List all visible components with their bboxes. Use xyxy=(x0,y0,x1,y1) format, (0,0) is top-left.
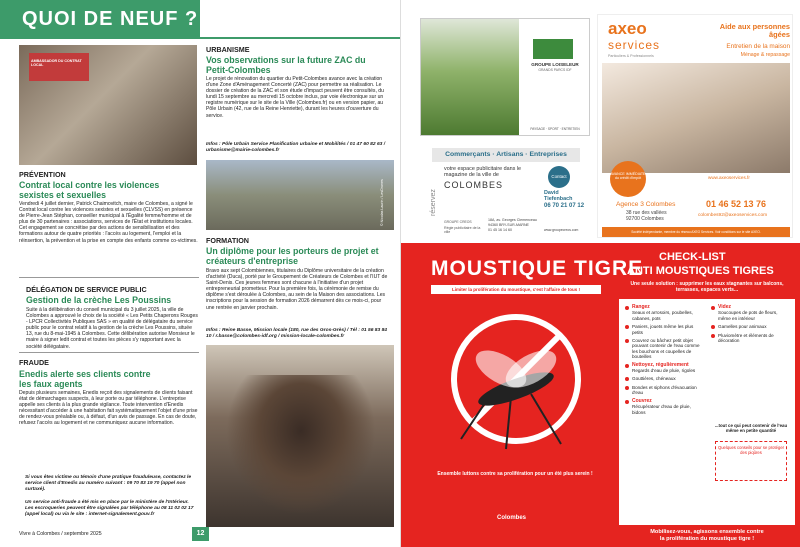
tiger-slogan: Limiter la prolifération du moustique, c'est l'affaire de tous ! xyxy=(431,285,601,294)
check-item xyxy=(625,305,705,321)
check-text: Soucoupes de pots de fleurs, même en intérieur xyxy=(718,310,778,321)
check-col-2 xyxy=(711,305,791,346)
bullet-icon xyxy=(625,400,629,404)
right-page xyxy=(400,0,800,547)
check-tip: ...tout ce qui peut contenir de l'eau même en petite quantité xyxy=(714,423,788,433)
check-head: Rangez xyxy=(632,304,650,310)
axeo-logo: axeo xyxy=(608,19,647,38)
axeo-site: www.axeoservices.fr xyxy=(708,175,750,180)
loiseleur-footer: PAYSAGE · SPORT · ENTRETIEN xyxy=(530,127,580,131)
espace-addr2: 94360 BRY-SUR-MARNE xyxy=(488,223,529,227)
fraude-note-2: Un service anti-fraude a été mis en place par le ministère de l'Intérieur. Les escroqueries peuvent être signalées par téléphone au 08 11 02 02 17 (appel local) ou via le site : internet-signalement.gouv.fr xyxy=(25,500,194,517)
graduates-group xyxy=(226,375,376,515)
espace-headline: votre espace publicitaire dans le magazine de la ville de xyxy=(444,166,522,179)
axeo-badge: AVANCE IMMÉDIATE du crédit d'impôt xyxy=(610,161,646,197)
urbanisme-info: Infos : Pôle Urbain Service Planification urbaine et Mobilités / 01 47 60 82 63 / urbanisme@mairie-colombes.fr xyxy=(206,142,386,153)
check-head: Couvrez xyxy=(632,397,652,404)
axeo-email: colombes92@axeoservices.com xyxy=(698,213,768,218)
photo-credit: © Nicolas Laurin / LesDrones xyxy=(380,179,384,226)
contact-badge: Contact xyxy=(548,166,570,188)
check-card xyxy=(619,299,795,525)
fraude-note-1: Si vous êtes victime ou témoin d'une pratique frauduleuse, contactez le service client d'Enedis au numéro suivant : 09 70 83 19 70 (appel non surtaxé). xyxy=(25,475,192,492)
axeo-legal: Société indépendante, membre du réseau AXEO Services. Voir conditions sur le site AXEO. xyxy=(602,227,790,237)
photo-caption: AMBASSADOR DU CONTRAT LOCAL xyxy=(31,59,82,68)
urbanisme-section: URBANISME xyxy=(206,45,250,54)
formation-body: Bravo aux sept Colombiennes, titulaires du Diplôme universitaire de la création d'activité (Duca), porté par le Groupement de Créateurs de Colombes et l'IUT de Saint-Denis. Ces jeunes femmes sont chacune à l'initiative d'un projet entrepreneurial prometteur. Pour la première fois, la cérémonie de remise du diplôme s'est déroulée à Colombes, au sein de la Maison des associations. Les inscriptions pour la session de formation 2026 démarrent dès ce mois-ci, pour une rentrée en janvier prochain. xyxy=(206,268,388,311)
bottom-line-2: la prolifération du moustique tigre ! xyxy=(659,536,755,542)
park-photo xyxy=(421,19,519,135)
axeo-tagline: Particuliers & Professionnels xyxy=(608,54,654,58)
creos-logo: GROUPE CREOS xyxy=(444,220,472,224)
contact-name: David Tiefenbach xyxy=(544,190,573,202)
check-text: Regards d'eau de pluie, rigoles xyxy=(632,368,696,374)
signing-photo xyxy=(19,45,197,165)
bullet-icon xyxy=(625,377,629,381)
footer-text: Vivre à Colombes / septembre 2025 xyxy=(19,531,102,537)
check-col-1 xyxy=(625,305,705,418)
axeo-headline-3: Ménage & repassage xyxy=(740,52,790,58)
check-item xyxy=(625,363,705,374)
axeo-phone: 01 46 52 13 76 xyxy=(706,199,767,209)
check-lead: Une seule solution : supprimer les eaux stagnantes sur balcons, terrasses, espaces verts... xyxy=(630,281,784,293)
formation-info: Infos : Reine Basse, Mission locale (180, rue des Gros-Grès) / Tél : 01 56 83 84 10 / r.basse@colombes-idf.org / mission-locale-colombes.fr xyxy=(206,328,388,339)
check-item xyxy=(711,333,791,344)
divider xyxy=(19,352,199,353)
espace-agency: Régie publicitaire de la ville xyxy=(444,226,481,234)
check-item xyxy=(625,385,705,396)
colombes-logo: Colombes xyxy=(497,515,527,521)
check-text: Paniers, jouets même les plus petits xyxy=(632,324,694,335)
check-item xyxy=(625,376,705,381)
loiseleur-ad xyxy=(420,18,590,136)
delegation-section: DÉLÉGATION DE SERVICE PUBLIC xyxy=(26,285,147,294)
check-item xyxy=(625,324,705,335)
tiger-panel xyxy=(401,243,800,547)
bullet-icon xyxy=(625,386,629,390)
loiseleur-logo xyxy=(533,39,573,59)
espace-site: www.groupecreos.com xyxy=(544,228,579,232)
urbanisme-title: Vos observations sur la future ZAC du Petit-Colombes xyxy=(206,55,366,75)
check-item xyxy=(711,324,791,329)
fraude-section: FRAUDE xyxy=(19,358,49,367)
aerial-photo xyxy=(206,160,394,230)
bullet-icon xyxy=(711,325,715,329)
tiger-title: MOUSTIQUE TIGRE xyxy=(431,257,644,280)
bullet-icon xyxy=(625,325,629,329)
espace-addr3: 01 45 16 14 60 xyxy=(488,228,512,232)
tiger-cta: Ensemble luttons contre sa prolifération pour un été plus serein ! xyxy=(437,471,593,477)
prevention-section: PRÉVENTION xyxy=(19,170,66,179)
header-rule xyxy=(200,37,400,39)
axeo-photo xyxy=(602,63,790,173)
check-text: Gamelles pour animaux xyxy=(718,324,767,330)
check-box: Quelques conseils pour se protéger des piqûres xyxy=(715,441,787,481)
check-head: Nettoyez, régulièrement xyxy=(632,361,689,368)
check-text: Couvrez ou bâchez petit objet pouvant contenir de l'eau comme les bouchons et coupelles de bouteilles xyxy=(632,338,700,360)
bullet-icon xyxy=(711,334,715,338)
bullet-icon xyxy=(625,306,629,310)
check-text: Récupérateur d'eau de pluie, bidons xyxy=(632,404,691,415)
loiseleur-brand: GROUPE LOISELEUR xyxy=(531,62,579,67)
section-header: QUOI DE NEUF ? xyxy=(0,0,200,39)
espace-banner: Commerçants · Artisans · Entreprises xyxy=(432,148,580,162)
check-title-1: CHECK-LIST xyxy=(659,251,726,263)
prevention-body: Vendredi 4 juillet dernier, Patrick Chaimovitch, maire de Colombes, a signé le Contrat local contre les violences sexistes et sexuelles (CLVSS) en présence de Pierre-Jean Stéphan, conseiller municipal à l'Égalité femme/homme et de plus de 30 partenaires : associations, services de l'État et institutions locales. Cet engagement se concrétise par des actions de sensibilisation et des formations autour de quatre priorités : l'accès au logement, l'emploi et la réinsertion, la prévention et la prise en compte des enfants comme co-victimes. xyxy=(19,201,198,244)
axeo-address-2: 92700 Colombes xyxy=(626,216,664,222)
axeo-headline-1: Aide aux personnes âgées xyxy=(719,22,790,40)
axeo-logo-services: services xyxy=(608,38,661,52)
bullet-icon xyxy=(625,364,629,368)
fraude-title: Enedis alerte ses clients contre les faux agents xyxy=(19,369,151,389)
check-item xyxy=(625,399,705,415)
espace-city: COLOMBES xyxy=(444,180,504,190)
espace-vertical: réservez xyxy=(430,189,437,216)
loiseleur-sub: GRANDS PARCS IDF xyxy=(538,68,572,72)
espace-addr1: 18A, av. Georges Clemenceau xyxy=(488,218,537,222)
divider xyxy=(19,277,199,278)
check-text: Gouttières, chéneaux xyxy=(632,376,676,382)
page-number: 12 xyxy=(192,527,209,541)
axeo-ad xyxy=(597,14,793,238)
formation-title: Un diplôme pour les porteurs de projet et créateurs d'entreprise xyxy=(206,246,379,266)
check-item xyxy=(711,305,791,321)
mosquito-illustration xyxy=(421,299,611,469)
bullet-icon xyxy=(711,306,715,310)
check-text: Pluviomètre et éléments de décoration xyxy=(718,332,774,344)
graduates-photo xyxy=(206,345,394,527)
bottom-line-1: Mobilisez-vous, agissons ensemble contre xyxy=(650,529,764,535)
prevention-title: Contrat local contre les violences sexistes et sexuelles xyxy=(19,180,160,200)
axeo-agency: Agence 3 Colombes xyxy=(616,201,676,208)
fraude-body: Depuis plusieurs semaines, Enedis reçoit des signalements de clients faisant état de démarchages suspects, à leur porte ou par téléphone. L'entreprise appelle ses clients à la plus grande vigilance. Toute intervention d'Enedis nécessitant d'accéder à une habitation fait systématiquement l'objet d'une prise de rendez-vous préalable ou, à défaut, d'un avis de passage. En cas de doute, refusez l'accès au logement et ne communiquez aucune information. xyxy=(19,390,198,427)
urbanisme-body: Le projet de rénovation du quartier du Petit-Colombes avance avec la création d'une Zone d'Aménagement Concerté (ZAC) pour permettre sa réalisation. Le dossier de création de la ZAC et son étude d'impact peuvent être consultés, du lundi 15 septembre au mercredi 15 octobre inclus, par voie électronique sur un registre numérique sur le site de la Ville (Colombes.fr) ou en version papier, au Pôle Urbain (42, rue de la Reine Henriette), durant les heures d'ouverture du service. xyxy=(206,76,384,119)
check-text: Seaux et arrosoirs, poubelles, cabanes, pots xyxy=(632,310,693,321)
axeo-headline-2: Entretien de la maison xyxy=(726,43,790,50)
delegation-body: Suite à la délibération du conseil municipal du 3 juillet 2025, la ville de Colombes a approuvé le choix de la société « Les Petits Chaperons Rouges - LPCR Collectivités Publiques SAS » en qualité de délégataire du service public pour le contrat relatif à la gestion de la crèche Les Poussins, située 13, rue du 8-mai-1945 à Colombes. Cette délibération autorise Monsieur le maire à signer ledit contrat et toutes les pièces s'y rapportant avec la société délégataire. xyxy=(26,307,198,350)
check-title-2: ANTI MOUSTIQUES TIGRES xyxy=(627,265,774,277)
delegation-title: Gestion de la crèche Les Poussins xyxy=(26,295,172,305)
contact-phone: 06 70 21 07 12 xyxy=(544,203,585,209)
bullet-icon xyxy=(625,339,629,343)
espace-ad xyxy=(420,146,590,236)
formation-section: FORMATION xyxy=(206,236,249,245)
axeo-address-1: 38 rue des vallées xyxy=(626,210,667,216)
check-text: Bondes et siphons d'évacuation d'eau xyxy=(632,384,697,396)
check-head: Videz xyxy=(718,304,731,310)
check-item xyxy=(625,338,705,360)
